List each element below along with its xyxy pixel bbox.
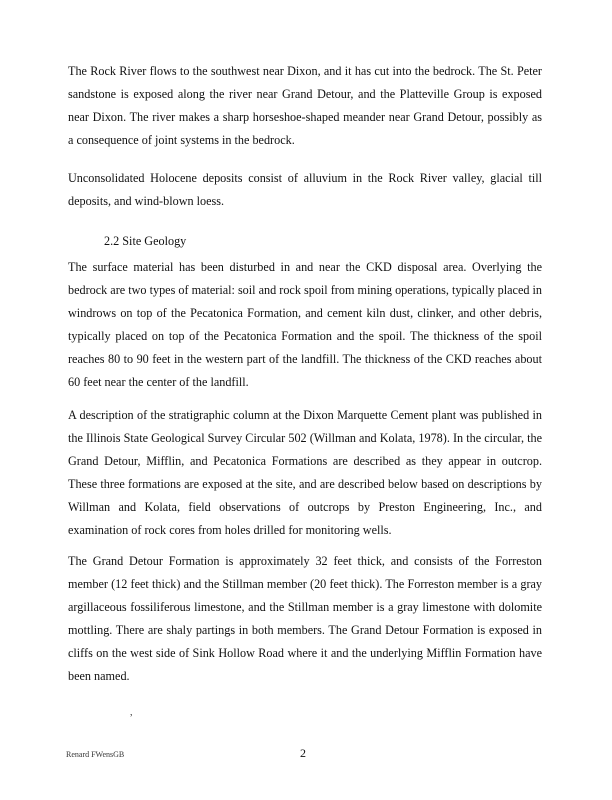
paragraph-grand-detour-formation: The Grand Detour Formation is approximately 32 feet thick, and consists of the Forreston member (12 feet thick) and the Stillman member (20 feet thick). The Forreston member is a gray argillaceous fossiliferous limestone, and the Stillman member is a gray limestone with dolomite mottling. There are shaly partings in both members. The Grand Detour Formation is exposed in cliffs on the west side of Sink Hollow Road where it and the underlying Mifflin Formation have been named. xyxy=(68,554,542,683)
page-number: 2 xyxy=(300,746,306,760)
section-heading-site-geology: 2.2 Site Geology xyxy=(104,234,187,248)
stray-mark: , xyxy=(130,707,133,718)
footer-document-id: Renard FWensGB xyxy=(66,750,125,759)
paragraph-rock-river: The Rock River flows to the southwest near Dixon, and it has cut into the bedrock. The St. Peter sandstone is exposed along the river near Grand Detour, and the Platteville Group is exposed near Dixon. The river makes a sharp horseshoe-shaped meander near Grand Detour, possibly as a consequence of joint systems in the bedrock. xyxy=(68,64,542,147)
paragraph-holocene-deposits: Unconsolidated Holocene deposits consist of alluvium in the Rock River valley, glacial till deposits, and wind-blown loess. xyxy=(68,171,542,208)
paragraph-surface-material: The surface material has been disturbed in and near the CKD disposal area. Overlying the bedrock are two types of material: soil and rock spoil from mining operations, typically placed in windrows on top of the Pecatonica Formation, and cement kiln dust, clinker, and other debris, typically placed on top of the Pecatonica Formation and the spoil. The thickness of the spoil reaches 80 to 90 feet in the western part of the landfill. The thickness of the CKD reaches about 60 feet near the center of the landfill. xyxy=(68,260,542,389)
paragraph-stratigraphic-column: A description of the stratigraphic column at the Dixon Marquette Cement plant was published in the Illinois State Geological Survey Circular 502 (Willman and Kolata, 1978). In the circular, the Grand Detour, Mifflin, and Pecatonica Formations are described as they appear in outcrop. These three formations are exposed at the site, and are described below based on descriptions by Willman and Kolata, field observations of outcrops by Preston Engineering, Inc., and examination of rock cores from holes drilled for monitoring wells. xyxy=(68,408,542,537)
